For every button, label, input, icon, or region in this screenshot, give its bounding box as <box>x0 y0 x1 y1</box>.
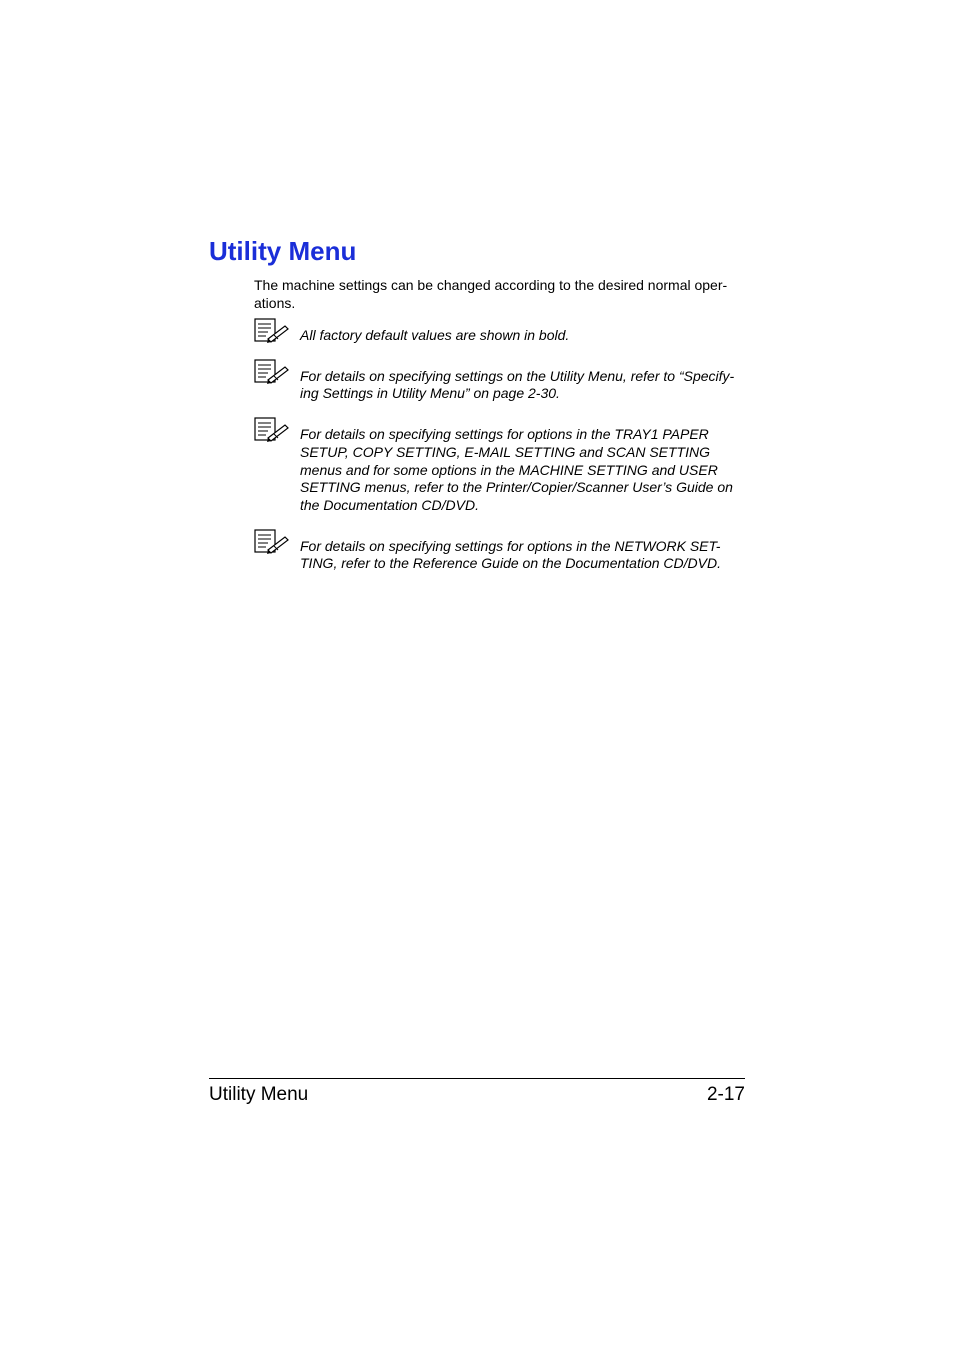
note-item <box>254 318 754 345</box>
note-text: For details on specifying settings for options in the TRAY1 PAPER SETUP, COPY SETTING, E-MAIL SETTING and SCAN SETTING menus and for some options in the MACHINE SETTING and USER SETTING menus, refer to the Printer/Copier/Scanner User’s Guide on the Documentation CD/DVD. <box>300 426 733 513</box>
page-title: Utility Menu <box>209 236 357 266</box>
footer-section-title: Utility Menu <box>209 1084 309 1105</box>
note-pencil-icon <box>254 359 290 385</box>
note-pencil-icon <box>254 529 290 555</box>
note-text: All factory default values are shown in bold. <box>300 327 570 343</box>
note-pencil-icon <box>254 318 290 344</box>
note-text: For details on specifying settings for options in the NETWORK SET- TING, refer to the Reference Guide on the Documentation CD/DVD. <box>300 537 721 572</box>
note-item <box>254 529 754 573</box>
note-item <box>254 359 754 403</box>
note-text: For details on specifying settings on the Utility Menu, refer to “Specify- ing Settings in Utility Menu” on page 2-30. <box>300 367 735 402</box>
note-pencil-icon <box>254 417 290 443</box>
footer-divider <box>209 1078 745 1079</box>
intro-paragraph: The machine settings can be changed according to the desired normal oper- ations. <box>254 277 728 311</box>
footer-page-number: 2-17 <box>706 1084 745 1105</box>
notes-list <box>254 318 754 587</box>
note-item <box>254 417 754 515</box>
